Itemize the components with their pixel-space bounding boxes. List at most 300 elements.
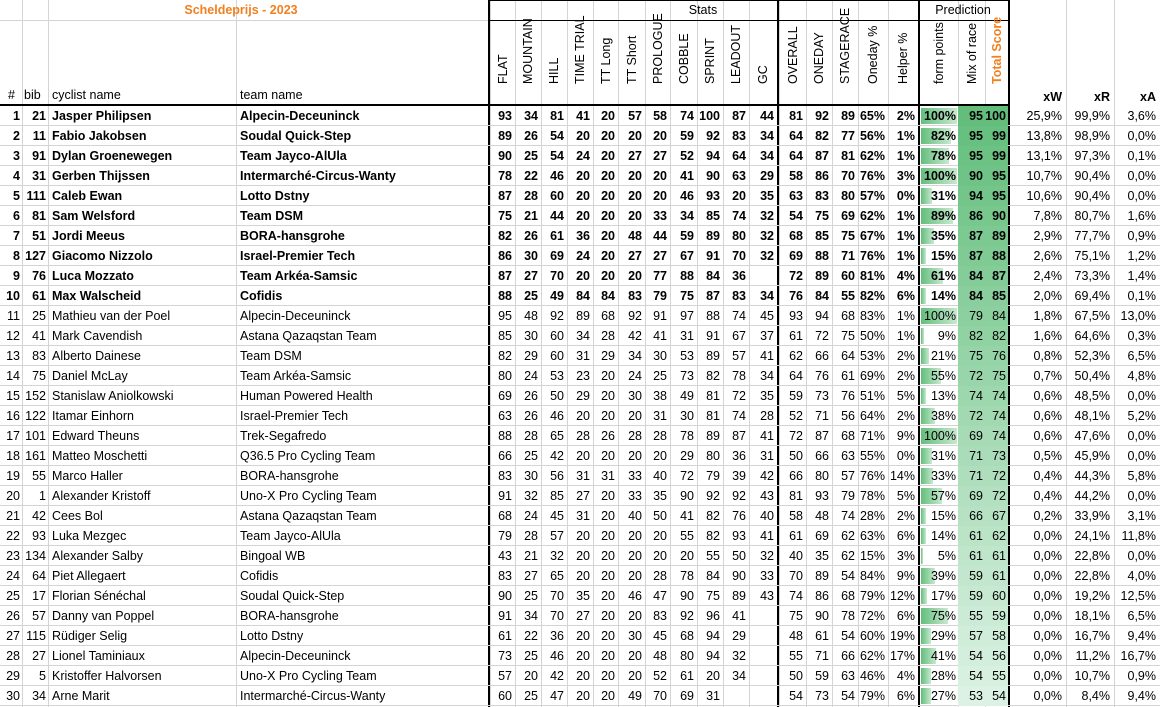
row-xr: 22,8% bbox=[1074, 569, 1110, 583]
row-overall: 4% bbox=[896, 269, 915, 283]
row-cyclist-name: Marco Haller bbox=[52, 469, 123, 483]
row-stat: 97 bbox=[680, 309, 694, 323]
row-overall: 66 bbox=[789, 469, 803, 483]
row-stat: 20 bbox=[601, 609, 615, 623]
row-xr: 19,2% bbox=[1074, 589, 1110, 603]
row-stat: 24 bbox=[524, 369, 538, 383]
row-overall: 5% bbox=[896, 489, 915, 503]
row-stat: 20 bbox=[576, 629, 590, 643]
header-team-name: team name bbox=[240, 88, 303, 102]
row-overall: 82% bbox=[859, 289, 885, 303]
row-cyclist-name: Stanislaw Aniolkowski bbox=[52, 389, 174, 403]
row-xw: 0,4% bbox=[1033, 469, 1062, 483]
row-stat: 64 bbox=[732, 149, 746, 163]
row-stat: 53 bbox=[550, 369, 564, 383]
row-overall: 76 bbox=[789, 289, 803, 303]
row-overall: 62 bbox=[789, 349, 803, 363]
header-prologue: PROLOGUE bbox=[650, 13, 665, 84]
row-stat: 34 bbox=[732, 669, 746, 683]
row-xa: 12,5% bbox=[1120, 589, 1156, 603]
row-stat: 89 bbox=[706, 229, 720, 243]
row-stat: 80 bbox=[680, 649, 694, 663]
row-stat: 83 bbox=[498, 569, 512, 583]
header-cobble: COBBLE bbox=[676, 33, 691, 84]
row-mix-of-race: 61 bbox=[958, 546, 985, 566]
row-stat: 31 bbox=[706, 689, 720, 703]
row-cyclist-name: Max Walscheid bbox=[52, 289, 142, 303]
row-index: 27 bbox=[6, 629, 20, 643]
row-bib: 93 bbox=[32, 529, 46, 543]
row-stat: 20 bbox=[628, 129, 642, 143]
row-overall: 92 bbox=[815, 109, 829, 123]
row-overall: 81% bbox=[859, 269, 885, 283]
row-xw: 0,6% bbox=[1033, 389, 1062, 403]
row-stat: 60 bbox=[550, 189, 564, 203]
row-stat: 41 bbox=[680, 169, 694, 183]
row-stat: 54 bbox=[550, 149, 564, 163]
row-xa: 0,0% bbox=[1127, 389, 1156, 403]
row-total-score: 62 bbox=[985, 526, 1008, 546]
row-team-name: Astana Qazaqstan Team bbox=[240, 509, 377, 523]
row-stat: 65 bbox=[550, 569, 564, 583]
row-stat: 35 bbox=[760, 189, 774, 203]
row-overall: 5% bbox=[896, 389, 915, 403]
row-form-points: 9% bbox=[937, 329, 956, 343]
row-form-points: 14% bbox=[930, 289, 956, 303]
row-bib: 122 bbox=[25, 409, 46, 423]
row-stat: 80 bbox=[498, 369, 512, 383]
row-cyclist-name: Arne Marit bbox=[52, 689, 110, 703]
row-stat: 30 bbox=[628, 389, 642, 403]
row-stat: 78 bbox=[498, 169, 512, 183]
row-xr: 80,7% bbox=[1074, 209, 1110, 223]
row-total-score: 74 bbox=[985, 386, 1008, 406]
row-stat: 30 bbox=[628, 629, 642, 643]
row-xr: 75,1% bbox=[1074, 249, 1110, 263]
row-index: 22 bbox=[6, 529, 20, 543]
row-xw: 0,6% bbox=[1033, 409, 1062, 423]
row-stat: 29 bbox=[732, 629, 746, 643]
row-overall: 1% bbox=[896, 229, 915, 243]
row-stat: 74 bbox=[732, 409, 746, 423]
row-index: 25 bbox=[6, 589, 20, 603]
header-overall: OVERALL bbox=[785, 26, 800, 84]
row-form-points: 100% bbox=[924, 309, 956, 323]
row-xw: 0,0% bbox=[1033, 609, 1062, 623]
row-overall: 54 bbox=[789, 689, 803, 703]
row-total-score: 88 bbox=[985, 246, 1008, 266]
row-stat: 40 bbox=[653, 469, 667, 483]
row-stat: 50 bbox=[653, 509, 667, 523]
row-team-name: Team Jayco-AlUla bbox=[240, 149, 347, 163]
row-xa: 0,0% bbox=[1127, 189, 1156, 203]
row-stat: 30 bbox=[524, 469, 538, 483]
row-overall: 69 bbox=[789, 249, 803, 263]
row-overall: 40 bbox=[789, 549, 803, 563]
row-stat: 73 bbox=[680, 369, 694, 383]
row-overall: 2% bbox=[896, 409, 915, 423]
row-xa: 3,1% bbox=[1127, 509, 1156, 523]
row-xa: 9,4% bbox=[1127, 689, 1156, 703]
row-overall: 68 bbox=[789, 229, 803, 243]
row-overall: 9% bbox=[896, 429, 915, 443]
row-stat: 20 bbox=[576, 549, 590, 563]
row-index: 9 bbox=[13, 269, 20, 283]
row-overall: 54 bbox=[841, 569, 855, 583]
row-team-name: Soudal Quick-Step bbox=[240, 129, 352, 143]
row-xr: 8,4% bbox=[1081, 689, 1110, 703]
row-overall: 56 bbox=[841, 409, 855, 423]
row-stat: 20 bbox=[576, 209, 590, 223]
row-form-points: 35% bbox=[930, 229, 956, 243]
row-stat: 50 bbox=[550, 389, 564, 403]
row-stat: 52 bbox=[653, 669, 667, 683]
row-stat: 40 bbox=[628, 509, 642, 523]
row-cyclist-name: Jasper Philipsen bbox=[52, 109, 152, 123]
row-form-points: 78% bbox=[930, 149, 956, 163]
row-stat: 85 bbox=[498, 329, 512, 343]
row-index: 26 bbox=[6, 609, 20, 623]
row-overall: 83 bbox=[815, 189, 829, 203]
row-overall: 93 bbox=[815, 489, 829, 503]
row-stat: 42 bbox=[760, 469, 774, 483]
row-overall: 2% bbox=[896, 509, 915, 523]
row-stat bbox=[749, 646, 774, 666]
row-total-score: 73 bbox=[985, 446, 1008, 466]
header-index: # bbox=[8, 88, 15, 102]
row-stat: 79 bbox=[498, 529, 512, 543]
row-stat: 30 bbox=[524, 249, 538, 263]
row-stat: 25 bbox=[524, 289, 538, 303]
row-stat: 20 bbox=[628, 269, 642, 283]
row-overall: 71 bbox=[841, 249, 855, 263]
row-stat: 24 bbox=[628, 369, 642, 383]
row-cyclist-name: Luca Mozzato bbox=[52, 269, 134, 283]
row-stat: 34 bbox=[524, 609, 538, 623]
row-stat: 83 bbox=[732, 129, 746, 143]
row-stat: 45 bbox=[550, 509, 564, 523]
row-stat: 91 bbox=[498, 489, 512, 503]
row-cyclist-name: Caleb Ewan bbox=[52, 189, 123, 203]
row-stat: 20 bbox=[601, 189, 615, 203]
row-xw: 0,0% bbox=[1033, 689, 1062, 703]
row-stat: 41 bbox=[653, 329, 667, 343]
row-bib: 55 bbox=[32, 469, 46, 483]
row-index: 20 bbox=[6, 489, 20, 503]
row-stat: 63 bbox=[732, 169, 746, 183]
row-total-score: 95 bbox=[985, 166, 1008, 186]
row-bib: 25 bbox=[32, 309, 46, 323]
row-stat: 30 bbox=[524, 329, 538, 343]
row-mix-of-race: 66 bbox=[958, 506, 985, 526]
header-xa: xA bbox=[1140, 90, 1156, 104]
row-stat: 87 bbox=[498, 189, 512, 203]
row-overall: 70 bbox=[789, 569, 803, 583]
row-overall: 72 bbox=[789, 429, 803, 443]
row-cyclist-name: Danny van Poppel bbox=[52, 609, 155, 623]
row-overall: 62 bbox=[841, 549, 855, 563]
row-xa: 5,8% bbox=[1127, 469, 1156, 483]
row-form-points: 33% bbox=[930, 469, 956, 483]
row-stat: 91 bbox=[706, 329, 720, 343]
row-xw: 2,0% bbox=[1033, 289, 1062, 303]
row-xa: 6,5% bbox=[1127, 609, 1156, 623]
row-bib: 34 bbox=[32, 689, 46, 703]
row-stat: 82 bbox=[498, 229, 512, 243]
row-overall: 63 bbox=[841, 449, 855, 463]
row-xw: 0,0% bbox=[1033, 669, 1062, 683]
row-stat: 52 bbox=[680, 149, 694, 163]
row-xa: 11,8% bbox=[1121, 529, 1156, 543]
row-stat: 83 bbox=[653, 609, 667, 623]
row-stat: 20 bbox=[653, 169, 667, 183]
row-overall: 12% bbox=[889, 589, 915, 603]
row-xw: 0,6% bbox=[1033, 429, 1062, 443]
header-stagerace: STAGERACE bbox=[838, 7, 852, 84]
row-stat: 35 bbox=[760, 389, 774, 403]
row-overall: 6% bbox=[896, 289, 915, 303]
row-overall: 9% bbox=[896, 569, 915, 583]
row-stat: 41 bbox=[732, 609, 746, 623]
row-stat: 20 bbox=[601, 389, 615, 403]
row-stat: 20 bbox=[576, 449, 590, 463]
row-overall: 35 bbox=[815, 549, 829, 563]
row-stat: 76 bbox=[732, 509, 746, 523]
row-stat: 41 bbox=[760, 349, 774, 363]
row-stat: 39 bbox=[732, 469, 746, 483]
row-stat: 70 bbox=[653, 689, 667, 703]
header-bib: bib bbox=[24, 88, 41, 102]
row-overall: 81 bbox=[789, 489, 803, 503]
row-stat: 20 bbox=[628, 649, 642, 663]
row-overall: 63% bbox=[859, 529, 885, 543]
row-bib: 31 bbox=[32, 169, 46, 183]
row-overall: 56% bbox=[859, 129, 885, 143]
row-stat: 74 bbox=[680, 109, 694, 123]
row-stat: 88 bbox=[498, 429, 512, 443]
row-index: 2 bbox=[13, 129, 20, 143]
row-total-score: 95 bbox=[985, 186, 1008, 206]
row-team-name: Alpecin-Deceuninck bbox=[240, 649, 351, 663]
row-stat: 32 bbox=[760, 249, 774, 263]
header-xr: xR bbox=[1094, 90, 1110, 104]
row-stat: 26 bbox=[524, 229, 538, 243]
row-cyclist-name: Fabio Jakobsen bbox=[52, 129, 147, 143]
row-overall: 69% bbox=[859, 369, 885, 383]
row-stat: 34 bbox=[628, 349, 642, 363]
row-xr: 10,7% bbox=[1074, 669, 1110, 683]
row-xw: 13,1% bbox=[1026, 149, 1062, 163]
row-xa: 0,0% bbox=[1127, 449, 1156, 463]
row-form-points: 14% bbox=[930, 529, 956, 543]
row-stat bbox=[749, 606, 774, 626]
row-index: 3 bbox=[13, 149, 20, 163]
row-form-points: 15% bbox=[930, 249, 956, 263]
row-stat: 20 bbox=[628, 169, 642, 183]
header-hill: HILL bbox=[547, 57, 561, 84]
row-stat: 78 bbox=[680, 569, 694, 583]
row-cyclist-name: Dylan Groenewegen bbox=[52, 149, 173, 163]
row-stat: 20 bbox=[524, 669, 538, 683]
row-stat: 34 bbox=[760, 149, 774, 163]
row-overall: 50% bbox=[859, 329, 885, 343]
row-total-score: 61 bbox=[985, 566, 1008, 586]
row-stat: 57 bbox=[550, 529, 564, 543]
row-mix-of-race: 69 bbox=[958, 486, 985, 506]
row-stat: 88 bbox=[706, 309, 720, 323]
row-overall: 57% bbox=[859, 189, 885, 203]
row-overall: 55 bbox=[789, 649, 803, 663]
row-overall: 78 bbox=[841, 609, 855, 623]
stats-group-header: Stats bbox=[688, 3, 718, 17]
row-xr: 45,9% bbox=[1074, 449, 1110, 463]
row-stat: 91 bbox=[498, 609, 512, 623]
row-stat: 34 bbox=[760, 129, 774, 143]
row-stat: 25 bbox=[653, 369, 667, 383]
row-stat: 20 bbox=[576, 409, 590, 423]
row-overall: 54 bbox=[841, 629, 855, 643]
row-overall: 63 bbox=[841, 669, 855, 683]
row-stat: 72 bbox=[732, 389, 746, 403]
row-xw: 2,4% bbox=[1033, 269, 1062, 283]
row-stat: 50 bbox=[732, 549, 746, 563]
row-overall: 68 bbox=[841, 309, 855, 323]
row-index: 4 bbox=[13, 169, 20, 183]
row-stat: 44 bbox=[653, 229, 667, 243]
row-stat: 24 bbox=[576, 249, 590, 263]
row-stat: 33 bbox=[760, 569, 774, 583]
row-team-name: Lotto Dstny bbox=[240, 629, 304, 643]
row-stat: 31 bbox=[576, 509, 590, 523]
row-stat: 20 bbox=[680, 549, 694, 563]
row-stat: 25 bbox=[524, 149, 538, 163]
row-stat: 74 bbox=[732, 209, 746, 223]
row-overall: 62% bbox=[859, 209, 885, 223]
row-total-score: 74 bbox=[985, 406, 1008, 426]
row-stat: 29 bbox=[524, 349, 538, 363]
row-stat: 87 bbox=[706, 289, 720, 303]
row-team-name: Team Jayco-AlUla bbox=[240, 529, 341, 543]
row-overall: 55 bbox=[841, 289, 855, 303]
row-stat: 32 bbox=[760, 229, 774, 243]
row-xr: 97,3% bbox=[1074, 149, 1110, 163]
row-index: 19 bbox=[6, 469, 20, 483]
row-stat: 68 bbox=[601, 309, 615, 323]
row-stat: 20 bbox=[601, 589, 615, 603]
row-overall: 80 bbox=[841, 189, 855, 203]
row-stat: 28 bbox=[524, 189, 538, 203]
row-stat: 84 bbox=[601, 289, 615, 303]
row-mix-of-race: 94 bbox=[958, 186, 985, 206]
row-total-score: 54 bbox=[985, 686, 1008, 706]
row-stat: 92 bbox=[706, 489, 720, 503]
row-stat: 22 bbox=[524, 169, 538, 183]
row-index: 18 bbox=[6, 449, 20, 463]
row-xr: 52,3% bbox=[1074, 349, 1110, 363]
row-index: 21 bbox=[6, 509, 20, 523]
row-stat: 24 bbox=[524, 509, 538, 523]
row-stat: 90 bbox=[498, 149, 512, 163]
row-stat: 46 bbox=[550, 169, 564, 183]
row-stat: 70 bbox=[732, 249, 746, 263]
row-stat: 87 bbox=[498, 269, 512, 283]
row-stat: 26 bbox=[524, 409, 538, 423]
row-cyclist-name: Kristoffer Halvorsen bbox=[52, 669, 162, 683]
row-total-score: 99 bbox=[985, 146, 1008, 166]
row-mix-of-race: 69 bbox=[958, 426, 985, 446]
row-stat: 48 bbox=[628, 229, 642, 243]
header-total-score: Total Score bbox=[989, 16, 1004, 84]
row-stat: 20 bbox=[601, 649, 615, 663]
row-stat: 28 bbox=[653, 429, 667, 443]
row-form-points: 100% bbox=[924, 109, 956, 123]
header-xw: xW bbox=[1043, 90, 1062, 104]
row-xa: 0,0% bbox=[1127, 169, 1156, 183]
row-stat: 83 bbox=[732, 289, 746, 303]
row-stat: 60 bbox=[498, 689, 512, 703]
row-xw: 10,7% bbox=[1026, 169, 1062, 183]
row-form-points: 89% bbox=[930, 209, 956, 223]
row-index: 15 bbox=[6, 389, 20, 403]
row-bib: 101 bbox=[25, 429, 46, 443]
row-overall: 93 bbox=[789, 309, 803, 323]
row-total-score: 87 bbox=[985, 266, 1008, 286]
row-stat bbox=[749, 686, 774, 706]
row-overall: 0% bbox=[896, 449, 915, 463]
row-overall: 69 bbox=[841, 209, 855, 223]
row-stat: 20 bbox=[601, 149, 615, 163]
row-team-name: Israel-Premier Tech bbox=[240, 249, 356, 263]
row-stat: 90 bbox=[498, 589, 512, 603]
row-overall: 59 bbox=[789, 389, 803, 403]
row-stat: 42 bbox=[550, 669, 564, 683]
row-overall: 88 bbox=[815, 249, 829, 263]
row-stat: 58 bbox=[653, 109, 667, 123]
row-form-points: 100% bbox=[924, 169, 956, 183]
row-stat: 20 bbox=[601, 369, 615, 383]
row-stat: 73 bbox=[498, 649, 512, 663]
row-overall: 58 bbox=[789, 509, 803, 523]
row-team-name: Team DSM bbox=[240, 209, 303, 223]
row-xw: 0,0% bbox=[1033, 649, 1062, 663]
row-overall: 80 bbox=[815, 469, 829, 483]
row-stat: 28 bbox=[601, 329, 615, 343]
row-index: 29 bbox=[6, 669, 20, 683]
row-xa: 0,0% bbox=[1127, 129, 1156, 143]
row-overall: 28% bbox=[859, 509, 885, 523]
row-team-name: Soudal Quick-Step bbox=[240, 589, 345, 603]
row-overall: 57 bbox=[841, 469, 855, 483]
row-index: 23 bbox=[6, 549, 20, 563]
row-stat: 20 bbox=[601, 689, 615, 703]
row-stat: 20 bbox=[601, 489, 615, 503]
row-stat: 79 bbox=[653, 289, 667, 303]
row-stat: 20 bbox=[628, 569, 642, 583]
row-overall: 76% bbox=[859, 169, 885, 183]
row-team-name: Cofidis bbox=[240, 569, 279, 583]
row-stat: 89 bbox=[706, 349, 720, 363]
row-stat: 67 bbox=[732, 329, 746, 343]
row-mix-of-race: 84 bbox=[958, 286, 985, 306]
row-total-score: 76 bbox=[985, 346, 1008, 366]
row-stat: 20 bbox=[628, 669, 642, 683]
row-bib: 161 bbox=[25, 449, 46, 463]
row-cyclist-name: Alberto Dainese bbox=[52, 349, 141, 363]
row-overall: 86 bbox=[815, 169, 829, 183]
row-index: 16 bbox=[6, 409, 20, 423]
row-stat: 72 bbox=[680, 469, 694, 483]
row-stat: 20 bbox=[576, 169, 590, 183]
